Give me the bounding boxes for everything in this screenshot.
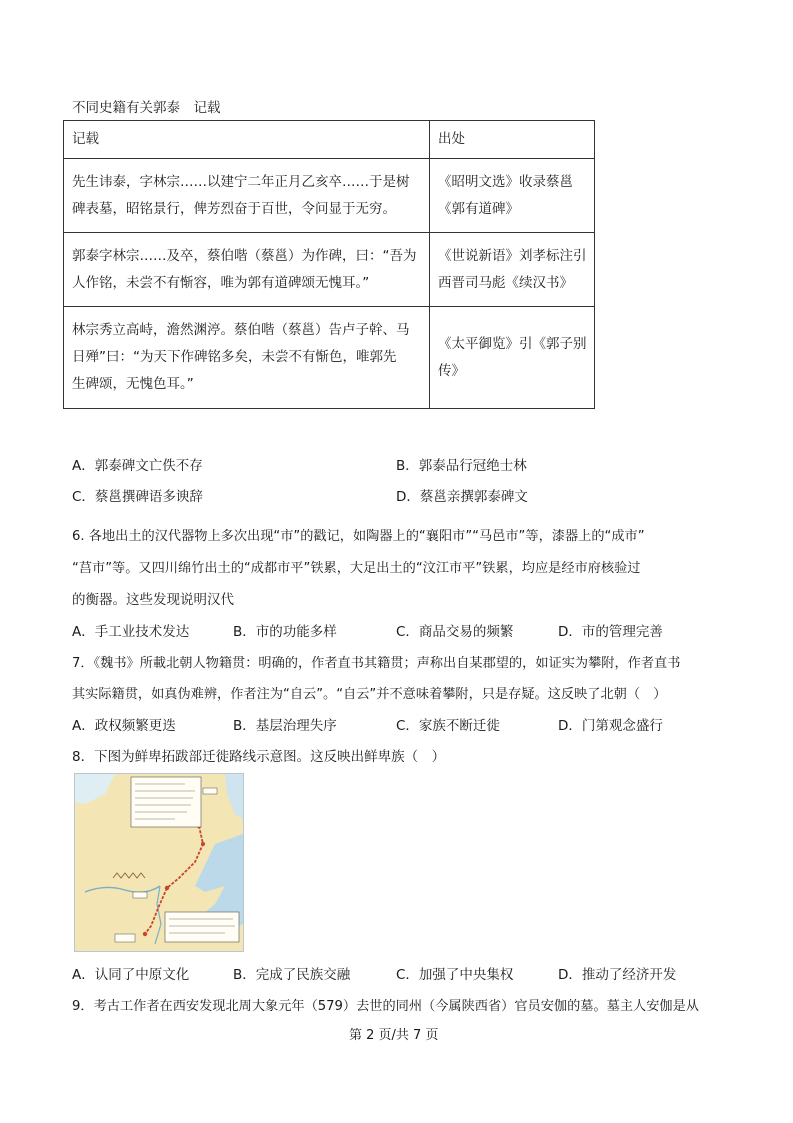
source-line: 《世说新语》刘孝标注引: [438, 247, 587, 264]
migration-map: [74, 773, 244, 952]
q8-option-a[interactable]: A．认同了中原文化: [72, 967, 190, 983]
table-row: [64, 233, 595, 307]
q7-option-d[interactable]: D．门第观念盛行: [558, 718, 663, 734]
records-table: [63, 120, 595, 409]
q5-option-a[interactable]: A．郭泰碑文亡佚不存: [72, 458, 203, 474]
table-header-source: 出处: [430, 121, 595, 159]
source-line: 西晋司马彪《续汉书》: [438, 274, 573, 291]
source-line: 《太平御览》引《郭子别: [438, 335, 587, 352]
q7-option-a[interactable]: A．政权频繁更迭: [72, 718, 176, 734]
page-footer: 第 2 页/共 7 页: [349, 1028, 439, 1043]
migration-map-image: [75, 774, 243, 951]
q7-option-b[interactable]: B．基层治理失序: [233, 718, 337, 734]
q5-option-b[interactable]: B．郭泰品行冠绝士林: [396, 458, 527, 474]
q6-option-d[interactable]: D．市的管理完善: [558, 624, 663, 640]
q8-stem: 8．下图为鲜卑拓跋部迁徙路线示意图。这反映出鲜卑族（ ）: [72, 749, 446, 765]
q6-stem-line: 6. 各地出土的汉代器物上多次出现“市”的戳记，如陶器上的“襄阳市”“马邑市”等，漆器上的“成市”: [72, 529, 645, 544]
q8-option-d[interactable]: D．推动了经济开发: [558, 967, 677, 983]
q8-option-c[interactable]: C．加强了中央集权: [396, 967, 514, 983]
record-line: 人作铭，未尝不有惭容，唯为郭有道碑颂无愧耳。”: [72, 274, 370, 291]
record-line: 碑表墓，昭铭景行，俾芳烈奋于百世，令问显于无穷。: [72, 200, 396, 217]
record-line: 郭泰字林宗……及卒，蔡伯喈（蔡邕）为作碑，曰：“吾为: [72, 247, 417, 264]
q6-option-c[interactable]: C．商品交易的频繁: [396, 624, 514, 640]
record-line: 生碑颂，无愧色耳。”: [72, 376, 194, 392]
source-line: 传》: [438, 362, 465, 379]
record-line: 日殚”曰：“为天下作碑铭多矣，未尝不有惭色，唯郭先: [72, 349, 397, 365]
q6-stem-line: “莒市”等。又四川绵竹出土的“成都市平”铁累，大足出土的“汶江市平”铁累，均应是经市府核验过: [72, 561, 641, 576]
q6-option-b[interactable]: B．市的功能多样: [233, 624, 337, 640]
q6-stem-line: 的衡器。这些发现说明汉代: [72, 592, 234, 608]
source-line: 《郭有道碑》: [438, 200, 519, 217]
q7-stem-line: 7．《魏书》所載北朝人物籍贯：明确的，作者直书其籍贯；声称出自某郡望的，如证实为攀附，作者直书: [72, 656, 681, 671]
table-row: [64, 307, 595, 409]
q7-option-c[interactable]: C．家族不断迁徙: [396, 718, 500, 734]
q6-option-a[interactable]: A．手工业技术发达: [72, 624, 190, 640]
table-header-record: 记载: [64, 121, 430, 159]
q5-option-d[interactable]: D．蔡邕亲撰郭泰碑文: [396, 489, 528, 505]
table-title: 不同史籍有关郭泰 记载: [72, 100, 221, 116]
source-line: 《昭明文选》收录蔡邕: [438, 173, 573, 190]
q7-stem-line: 其实际籍贯，如真伪难辨，作者注为“自云”。“自云”并不意味着攀附，只是存疑。这反映了北朝（ ）: [72, 687, 667, 702]
q8-option-b[interactable]: B．完成了民族交融: [233, 967, 351, 983]
record-line: 林宗秀立高峙，澹然渊渟。蔡伯喈（蔡邕）告卢子幹、马: [72, 322, 410, 338]
q9-stem-line: 9．考古工作者在西安发现北周大象元年（579）去世的同州（今属陕西省）官员安伽的墓。墓主人安伽是从: [72, 999, 699, 1014]
record-line: 先生讳泰，字林宗……以建宁二年正月乙亥卒……于是树: [72, 173, 410, 190]
q5-option-c[interactable]: C．蔡邕撰碑语多谀辞: [72, 489, 203, 505]
table-row: [64, 159, 595, 233]
